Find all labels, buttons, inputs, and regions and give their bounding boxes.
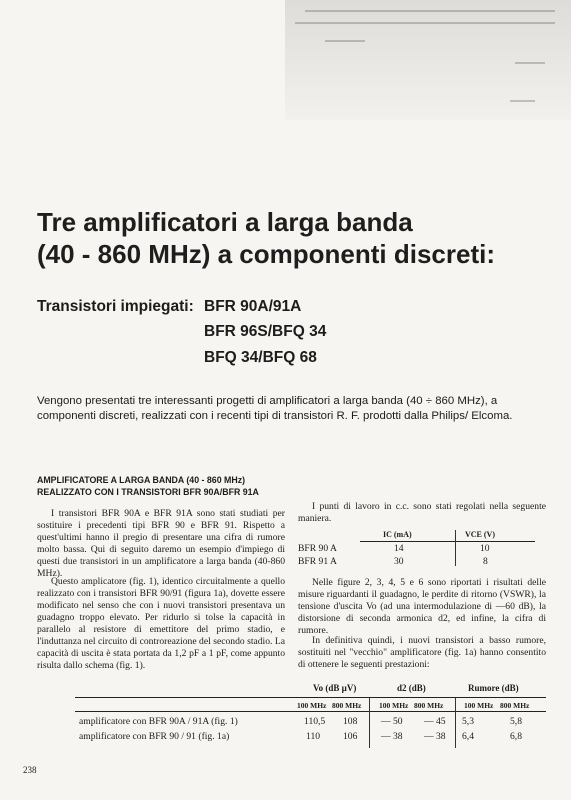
perf-divider — [369, 698, 370, 748]
transistor-pair-2: BFR 96S/BFQ 34 — [204, 323, 327, 340]
perf-subheader: 800 MHz — [332, 701, 362, 710]
article-title — [37, 206, 557, 270]
perf-group-vo: Vo (dB µV) — [313, 683, 357, 693]
perf-value: 6,4 — [462, 731, 474, 742]
perf-subheader: 100 MHz — [464, 701, 494, 710]
title-line-2: (40 - 860 MHz) a componenti discreti: — [37, 239, 495, 269]
op-row-name: BFR 91 A — [298, 556, 337, 567]
op-row-vce: 8 — [483, 556, 488, 567]
perf-group-d2: d2 (dB) — [397, 683, 426, 693]
op-header-ic: IC (mA) — [383, 530, 412, 539]
body-paragraph-2: Questo amplicatore (fig. 1), identico circuitalmente a quello realizzato con i transistori BFR 90/91 (figura 1a), dovette essere modificato nel senso che con i nuovi transistori presentava un guadagno troppo elevato. Per ridurlo si tolse la capacità in parallelo al resistore di emettitore del primo stadio, e l'induttanza nel circuito di controreazione del secondo stadio. La capacità di uscita è stata portata da 1,2 pF a 1 pF, come appunto risulta dallo schema (fig. 1). — [37, 576, 285, 671]
perf-value: — 38 — [381, 731, 403, 742]
perf-subheader: 800 MHz — [500, 701, 530, 710]
perf-value: 5,3 — [462, 716, 474, 727]
bleed-through-text — [285, 0, 571, 120]
section-heading — [37, 474, 287, 498]
transistor-pair-3: BFQ 34/BFQ 68 — [204, 349, 317, 366]
op-row-vce: 10 — [480, 543, 490, 554]
perf-row-label: amplificatore con BFR 90 / 91 (fig. 1a) — [79, 731, 230, 742]
body-paragraph-3: I punti di lavoro in c.c. sono stati regolati nella seguente maniera. — [298, 501, 546, 524]
perf-value: 108 — [343, 716, 358, 727]
op-header-vce: VCE (V) — [465, 530, 495, 539]
op-divider — [455, 530, 456, 566]
perf-subheader: 100 MHz — [379, 701, 409, 710]
transistor-pair-1: BFR 90A/91A — [204, 298, 302, 315]
perf-subheader: 100 MHz — [297, 701, 327, 710]
op-row-name: BFR 90 A — [298, 543, 337, 554]
body-paragraph-5: In definitiva quindi, i nuovi transistori a basso rumore, sostituiti nel "vecchio" amplificatore (fig. 1a) hanno consentito di ottenere le seguenti prestazioni: — [298, 635, 546, 670]
perf-value: 110,5 — [304, 716, 326, 727]
perf-value: — 50 — [381, 716, 403, 727]
perf-row-label: amplificatore con BFR 90A / 91A (fig. 1) — [79, 716, 238, 727]
perf-value: 106 — [343, 731, 358, 742]
perf-value: 5,8 — [510, 716, 522, 727]
perf-subheader-rule — [75, 711, 546, 712]
section-heading-line-2: REALIZZATO CON I TRANSISTORI BFR 90A/BFR 91A — [37, 487, 259, 497]
perf-top-rule — [75, 697, 546, 698]
perf-group-noise: Rumore (dB) — [468, 683, 519, 693]
perf-value: 6,8 — [510, 731, 522, 742]
body-paragraph-4: Nelle figure 2, 3, 4, 5 e 6 sono riportati i risultati delle misure riguardanti il guadagno, le perdite di ritorno (VSWR), la tensione d'uscita Vo (ad una intermodulazione di —60 dB), la distorsione di seconda armonica d2, ed infine, la cifra di rumore. — [298, 577, 546, 636]
perf-value: 110 — [306, 731, 321, 742]
perf-subheader: 800 MHz — [414, 701, 444, 710]
page-number: 238 — [23, 765, 37, 775]
perf-value: — 38 — [424, 731, 446, 742]
perf-divider — [455, 698, 456, 748]
op-row-ic: 30 — [394, 556, 404, 567]
title-line-1: Tre amplificatori a larga banda — [37, 207, 413, 237]
body-paragraph-1: I transistori BFR 90A e BFR 91A sono stati studiati per sostituire i precedenti tipi BFR 90 e BFR 91. Rispetto a quest'ultimi hanno il pregio di presentare una cifra di rumore molto bassa. Qui di seguito daremo un esempio d'impiego di questi due transistori in un amplificatore a larga banda (40-860 MHz). — [37, 508, 285, 579]
section-heading-line-1: AMPLIFICATORE A LARGA BANDA (40 - 860 MHz) — [37, 475, 246, 485]
intro-paragraph: Vengono presentati tre interessanti progetti di amplificatori a larga banda (40 ÷ 860 MHz), a componenti discreti, realizzati con i recenti tipi di transistori R. F. prodotti dalla Philips/ Elcoma. — [37, 395, 513, 422]
op-row-ic: 14 — [394, 543, 404, 554]
perf-value: — 45 — [424, 716, 446, 727]
op-header-rule — [360, 541, 535, 542]
transistors-label: Transistori impiegati: — [37, 298, 194, 315]
